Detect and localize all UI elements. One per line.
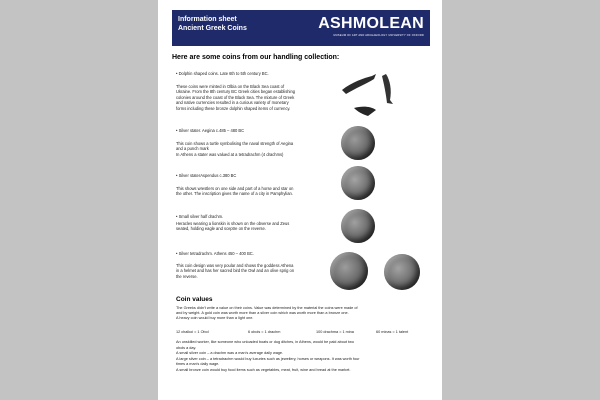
values-example-line: A small silver coin – a drachm was a man's average daily wage. bbox=[176, 351, 284, 356]
coin-5-desc-line: in a helmet and has her sacred bird the Owl and an olive sprig on bbox=[176, 268, 295, 274]
equivalence-mina: 100 drachma = 1 mina bbox=[316, 330, 354, 334]
ashmolean-logo: ASHMOLEAN bbox=[318, 15, 424, 32]
coin-4-label-text: Small silver half drachm. bbox=[178, 214, 224, 219]
information-sheet bbox=[158, 0, 442, 400]
values-intro-line: The Greeks didn't write a value on their coins. Value was determined by the material the coins were made of bbox=[176, 306, 358, 310]
values-example-line: An unskilled worker, like someone who unloaded boats or dug ditches, in Athens, would be paid about two bbox=[176, 340, 354, 344]
coin-3-desc-line: This shows wrestlers on one side and part of a horse and star on bbox=[176, 186, 294, 191]
coin-1-label-text: Dolphin shaped coins. Late 6th to 5th century BC. bbox=[178, 71, 269, 76]
sheet-type-title: Information sheet bbox=[178, 16, 237, 23]
coin-1-label: • Dolphin shaped coins. Late 6th to 5th century BC. bbox=[176, 71, 269, 76]
coin-values-heading: Coin values bbox=[176, 296, 213, 303]
coin-values-examples bbox=[176, 340, 360, 374]
coin-1-desc-line: and native currencies resulted in a curious variety of monetary bbox=[176, 100, 289, 106]
turtle-stater-coin-image bbox=[341, 126, 375, 160]
coin-4-description bbox=[176, 221, 289, 232]
header-banner bbox=[172, 10, 430, 46]
dolphin-coins-image bbox=[338, 68, 408, 122]
values-intro-line: A heavy coin would buy more than a light one. bbox=[176, 316, 254, 321]
coin-4-desc-line: Heracles wearing a lionskin is shown on the obverse and Zeus bbox=[176, 221, 290, 226]
half-drachm-coin-image bbox=[341, 209, 375, 243]
collection-heading: Here are some coins from our handling collection: bbox=[172, 54, 340, 61]
coin-5-label-text: Silver tetradrachm. Athens 450 – 400 BC. bbox=[178, 251, 254, 256]
values-example-line: times a man's daily wage. bbox=[176, 362, 220, 367]
coin-3-description bbox=[176, 186, 293, 197]
coin-1-desc-line: Ukraine. From the 8th century BC Greek cities began establishing bbox=[176, 89, 296, 95]
coin-3-desc-line: the other. The inscription gives the name of a city in Pamphylian. bbox=[176, 191, 293, 197]
coin-1-desc-line: forms including these bronze dolphin shaped items of currency. bbox=[176, 105, 291, 111]
coin-2-description bbox=[176, 141, 293, 157]
equivalence-obol: 12 chalkoi = 1 Obol bbox=[176, 330, 209, 334]
values-example-line: obols a day. bbox=[176, 345, 197, 350]
values-example-line: A small bronze coin would buy food items such as vegetables, meat, fruit, wine and bread at the market. bbox=[176, 367, 351, 372]
coin-3-label-text: Silver staterAspendus c.380 BC bbox=[178, 173, 237, 178]
athena-coin-image bbox=[330, 252, 368, 290]
coin-2-label: • Silver stater. Aegina c.485 – 480 BC bbox=[176, 128, 245, 133]
coin-1-desc-line: colonies around the coast of the Black Sea. The mixture of Greek bbox=[176, 94, 295, 100]
values-example-line: A large silver coin – a tetradrachm would buy luxuries such as jewellery, horses or weapons. It was worth four bbox=[176, 356, 360, 361]
equivalence-talent: 60 minas = 1 talent bbox=[376, 330, 409, 334]
coin-5-desc-line: the reverse. bbox=[176, 273, 198, 279]
wrestlers-stater-coin-image bbox=[341, 166, 375, 200]
coin-1-desc-line: These coins were minted in Olbia on the Black Sea coast of bbox=[176, 84, 285, 89]
values-intro-line: and by weight. A gold coin was worth more than a silver coin which was worth more than a bronze one. bbox=[176, 311, 349, 316]
coin-4-desc-line: seated, holding eagle and sceptre on the reverse. bbox=[176, 226, 266, 232]
coin-2-desc-line: This coin shows a turtle symbolising the naval strength of Aegina bbox=[176, 141, 294, 146]
ashmolean-logo-subtitle: MUSEUM OF ART AND ARCHAEOLOGY UNIVERSITY OF OXFORD bbox=[333, 34, 424, 37]
coin-2-desc-line: In Athens a stater was valued at a tetradrachm (4 drachms) bbox=[176, 151, 284, 157]
coin-values-intro bbox=[176, 306, 358, 322]
coin-1-description bbox=[176, 84, 295, 111]
owl-coin-image bbox=[384, 254, 420, 290]
coin-2-desc-line: and a punch mark bbox=[176, 146, 209, 152]
coin-2-label-text: Silver stater. Aegina c.485 – 480 BC bbox=[178, 128, 245, 133]
sheet-subject-title: Ancient Greek Coins bbox=[178, 25, 247, 32]
coin-5-label: • Silver tetradrachm. Athens 450 – 400 BC. bbox=[176, 251, 254, 256]
coin-3-label: • Silver staterAspendus c.380 BC bbox=[176, 173, 237, 178]
coin-4-label: • Small silver half drachm. bbox=[176, 214, 224, 219]
equivalence-drachm: 6 obols = 1 drachm bbox=[248, 330, 281, 334]
coin-5-description bbox=[176, 263, 294, 279]
coin-5-desc-line: This coin design was very poular and shows the goddess Athena bbox=[176, 263, 294, 268]
